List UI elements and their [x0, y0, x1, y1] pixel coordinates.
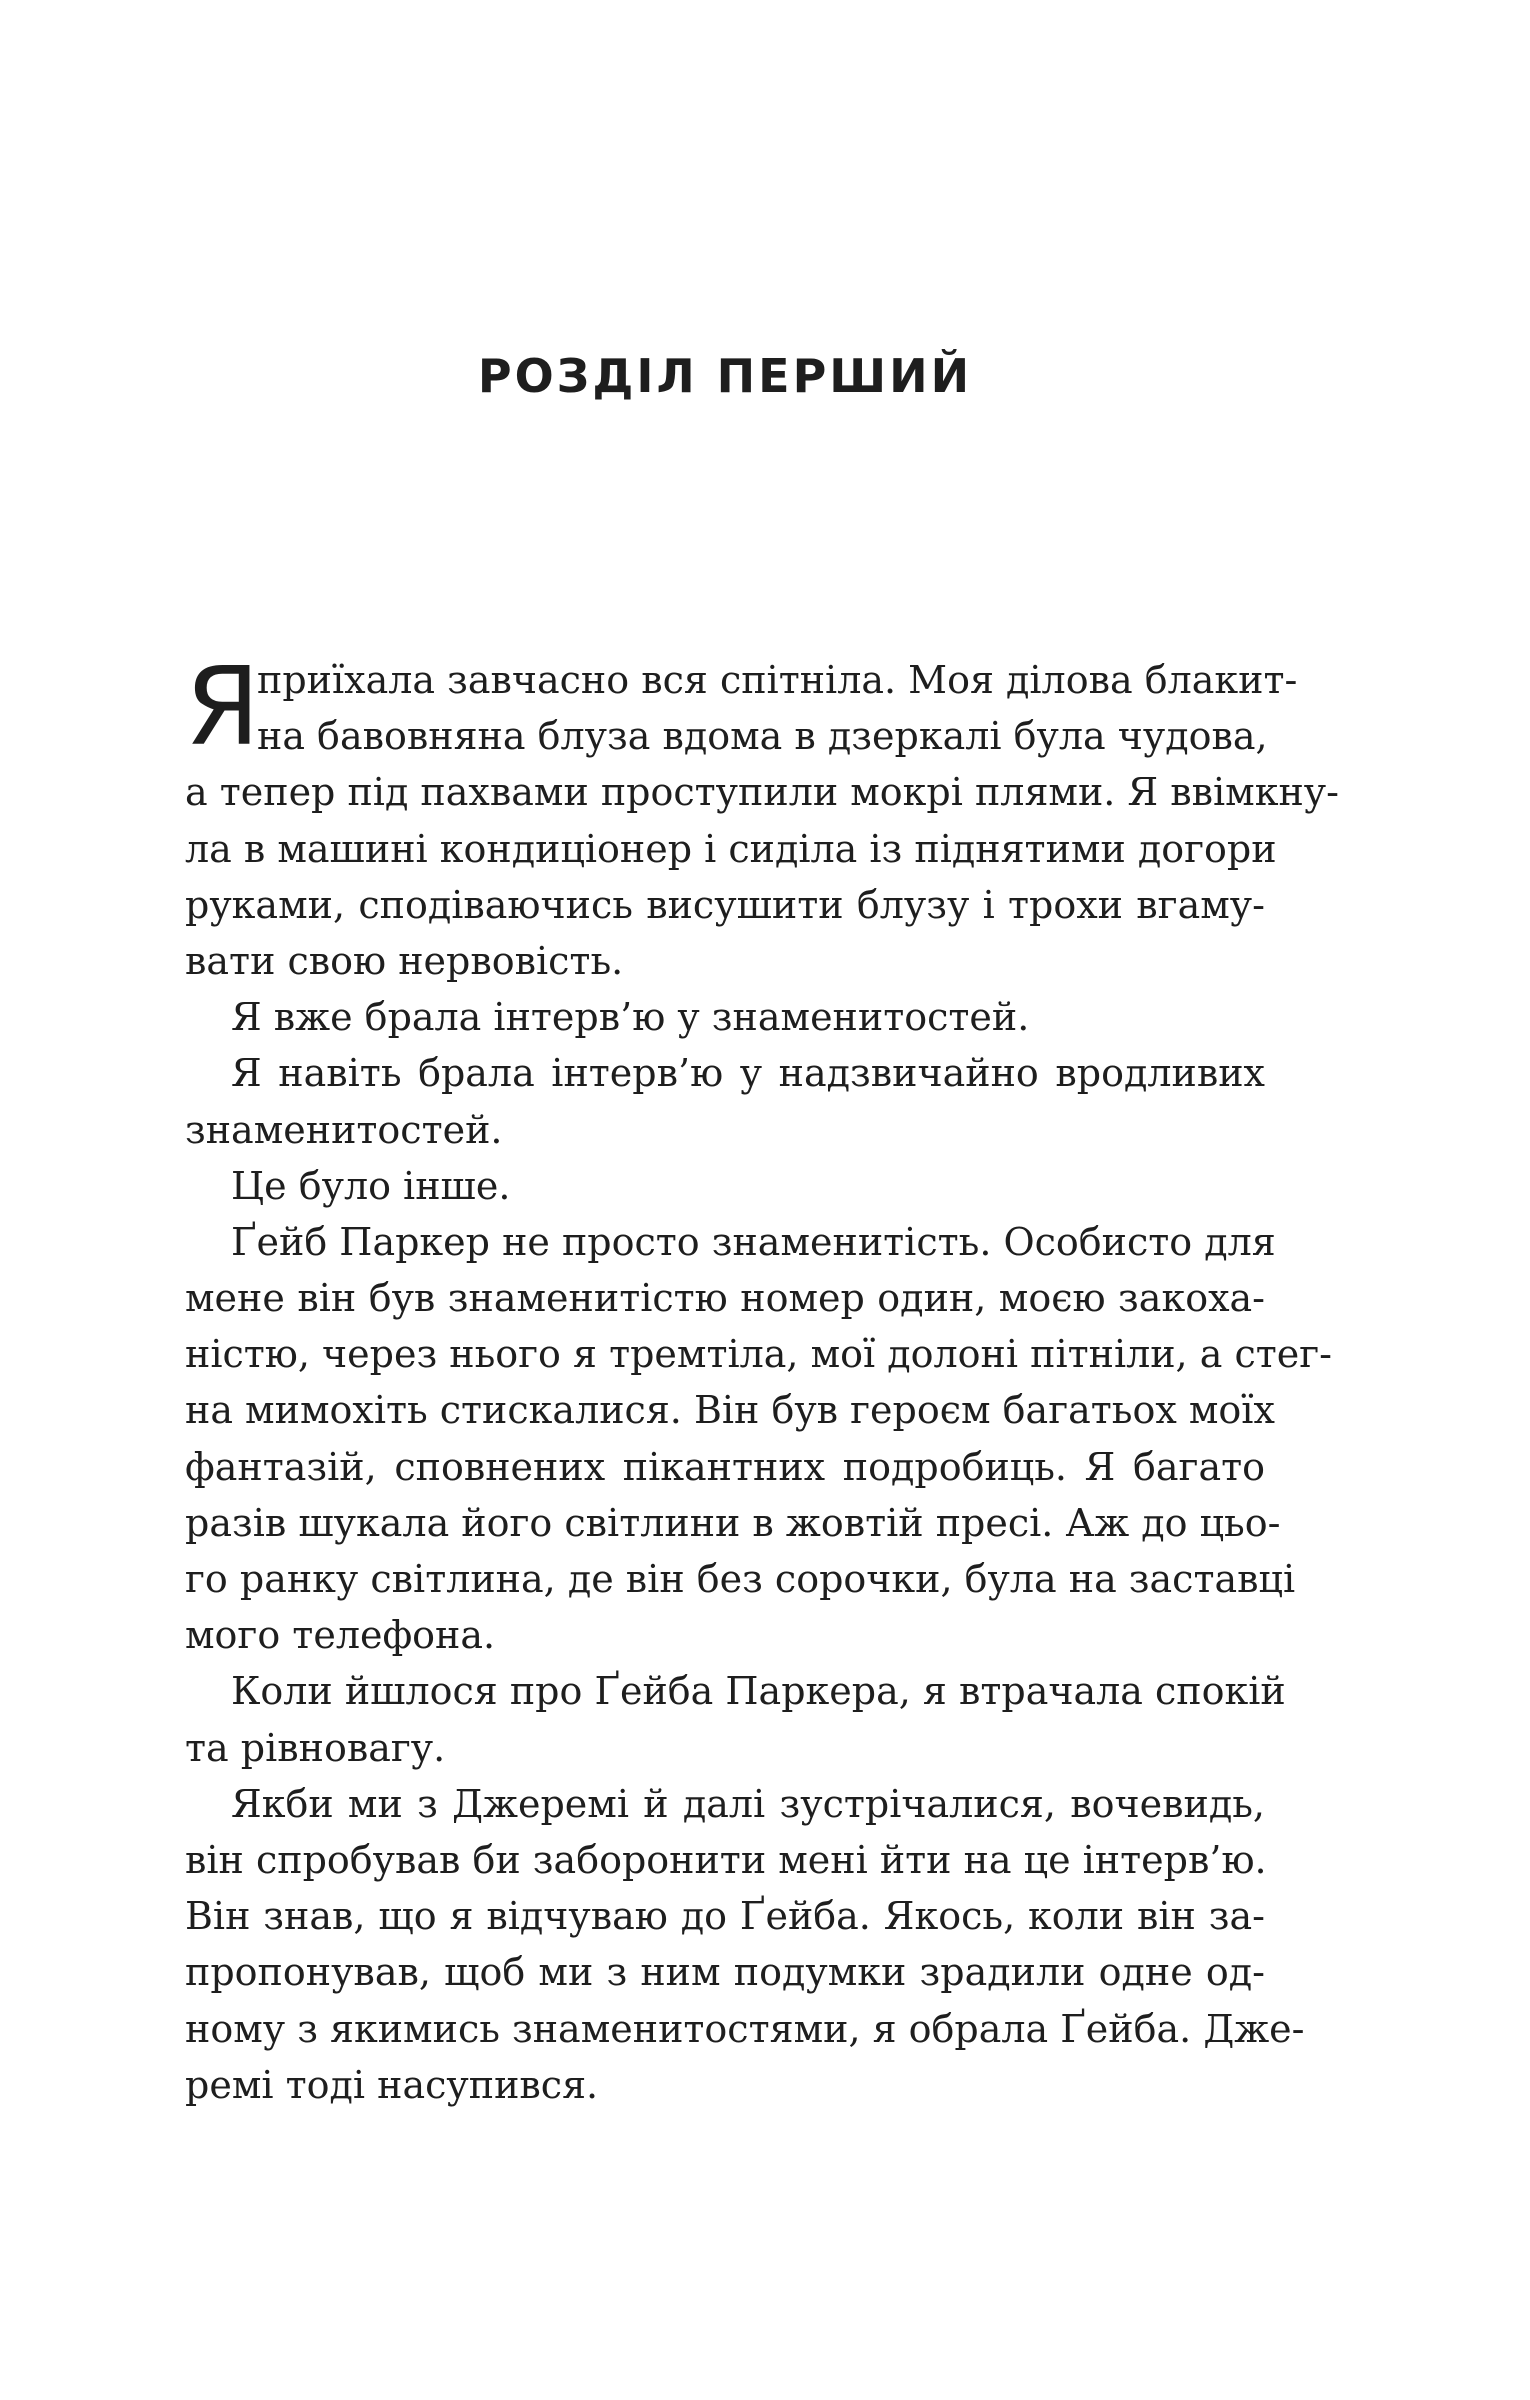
- text-line: на мимохіть стискалися. Він був героєм багатьох моїх: [185, 1388, 1275, 1433]
- text-line: Це було інше.: [231, 1163, 511, 1208]
- text-line: Коли йшлося про Ґейба Паркера, я втрачала спокій: [231, 1669, 1286, 1714]
- text-line: фантазій, сповнених пікантних подробиць. Я багато: [185, 1444, 1265, 1489]
- text-line: Я вже брала інтерв’ю у знаменитостей.: [231, 995, 1030, 1040]
- text-line: вати свою нервовість.: [185, 938, 624, 983]
- text-line: Ґейб Паркер не просто знаменитість. Особисто для: [231, 1219, 1276, 1264]
- text-line: пропонував, щоб ми з ним подумки зрадили одне од-: [185, 1950, 1265, 1995]
- text-line: Якби ми з Джеремі й далі зустрічалися, вочевидь,: [231, 1781, 1265, 1826]
- text-line: ла в машині кондиціонер і сиділа із піднятими догори: [185, 826, 1277, 871]
- chapter-title: РОЗДІЛ ПЕРШИЙ: [477, 349, 973, 403]
- chapter-body: [185, 645, 1340, 2113]
- text-line: він спробував би заборонити мені йти на це інтерв’ю.: [185, 1837, 1267, 1882]
- text-line: го ранку світлина, де він без сорочки, була на заставці: [185, 1557, 1296, 1601]
- text-line: мене він був знаменитістю номер один, моєю закоха-: [185, 1276, 1265, 1321]
- text-line: Я навіть брала інтерв’ю у надзвичайно вродливих: [231, 1051, 1265, 1096]
- text-line: Він знав, що я відчуваю до Ґейба. Якось, коли він за-: [185, 1894, 1265, 1939]
- text-line: а тепер під пахвами проступили мокрі плями. Я ввімкну-: [185, 770, 1340, 815]
- text-line: ремі тоді насупився.: [185, 2062, 599, 2107]
- text-line: руками, сподіваючись висушити блузу і трохи вгаму-: [185, 882, 1265, 927]
- drop-cap: Я: [185, 645, 261, 770]
- text-line: на бавовняна блуза вдома в дзеркалі була чудова,: [257, 714, 1268, 759]
- text-line: мого телефона.: [185, 1613, 496, 1658]
- text-line: приїхала завчасно вся спітніла. Моя ділова блакит-: [257, 658, 1298, 702]
- text-line: знаменитостей.: [185, 1107, 503, 1152]
- text-line: та рівновагу.: [185, 1725, 446, 1770]
- text-line: ному з якимись знаменитостями, я обрала Ґейба. Дже-: [185, 2006, 1305, 2051]
- text-line: ністю, через нього я тремтіла, мої долоні пітніли, а стег-: [185, 1332, 1332, 1377]
- text-line: разів шукала його світлини в жовтій пресі. Аж до цьо-: [185, 1500, 1281, 1545]
